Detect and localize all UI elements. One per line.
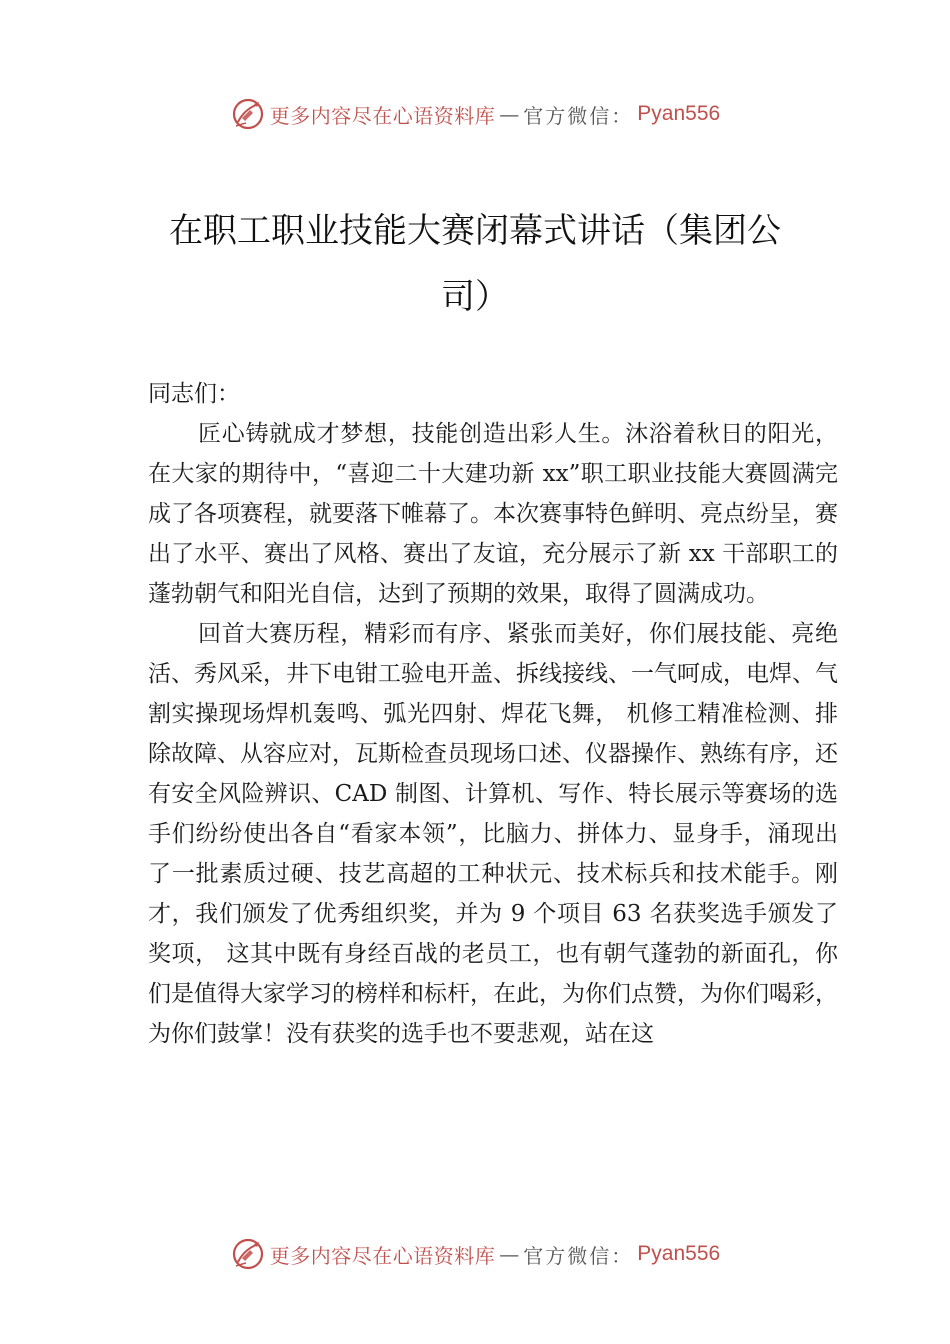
- pen-logo-icon: [230, 1236, 266, 1272]
- footer-banner: [0, 1234, 950, 1274]
- header-banner-content: [230, 96, 720, 132]
- promo-text: 更多内容尽在心语资料库: [269, 1243, 496, 1268]
- banner-separator: —: [499, 1242, 520, 1266]
- header-banner: [0, 94, 950, 134]
- footer-banner-content: [230, 1236, 720, 1272]
- paragraph-2: 回首大赛历程，精彩而有序、紧张而美好，你们展技能、亮绝活、秀风采，井下电钳工验电开盖、拆线接线、一气呵成，电焊、气割实操现场焊机轰鸣、弧光四射、焊花飞舞， 机修工精准检测、排除故障、从容应对，瓦斯检查员现场口述、仪器操作、熟练有序，还有安全风险辨识、CAD 制图、计算机、写作、特长展示等赛场的选手们纷纷使出各自“看家本领”，比脑力、拼体力、显身手，涌现出了一批素质过硬、技艺高超的工种状元、技术标兵和技术能手。刚才，我们颁发了优秀组织奖，并为 9 个项目 63 名获奖选手颁发了奖项， 这其中既有身经百战的老员工，也有朝气蓬勃的新面孔，你们是值得大家学习的榜样和标杆，在此，为你们点赞，为你们喝彩，为你们鼓掌！没有获奖的选手也不要悲观，站在这: [148, 621, 838, 1047]
- document-title: 在职工职业技能大赛闭幕式讲话（集团公司）: [169, 211, 781, 317]
- pen-logo-icon: [230, 96, 266, 132]
- wechat-label: 官方微信：: [523, 1243, 634, 1268]
- salutation: 同志们：: [148, 381, 240, 407]
- wechat-id: Pyan556: [637, 102, 721, 125]
- document-body: [148, 374, 838, 1054]
- promo-text: 更多内容尽在心语资料库: [269, 103, 496, 128]
- wechat-id: Pyan556: [637, 1242, 721, 1265]
- wechat-label: 官方微信：: [523, 103, 634, 128]
- paragraph-1: 匠心铸就成才梦想，技能创造出彩人生。沐浴着秋日的阳光，在大家的期待中，“喜迎二十大建功新 xx”职工职业技能大赛圆满完成了各项赛程，就要落下帷幕了。本次赛事特色鲜明、亮点纷呈，赛出了水平、赛出了风格、赛出了友谊，充分展示了新 xx 干部职工的蓬勃朝气和阳光自信，达到了预期的效果，取得了圆满成功。: [148, 421, 838, 607]
- banner-separator: —: [499, 102, 520, 126]
